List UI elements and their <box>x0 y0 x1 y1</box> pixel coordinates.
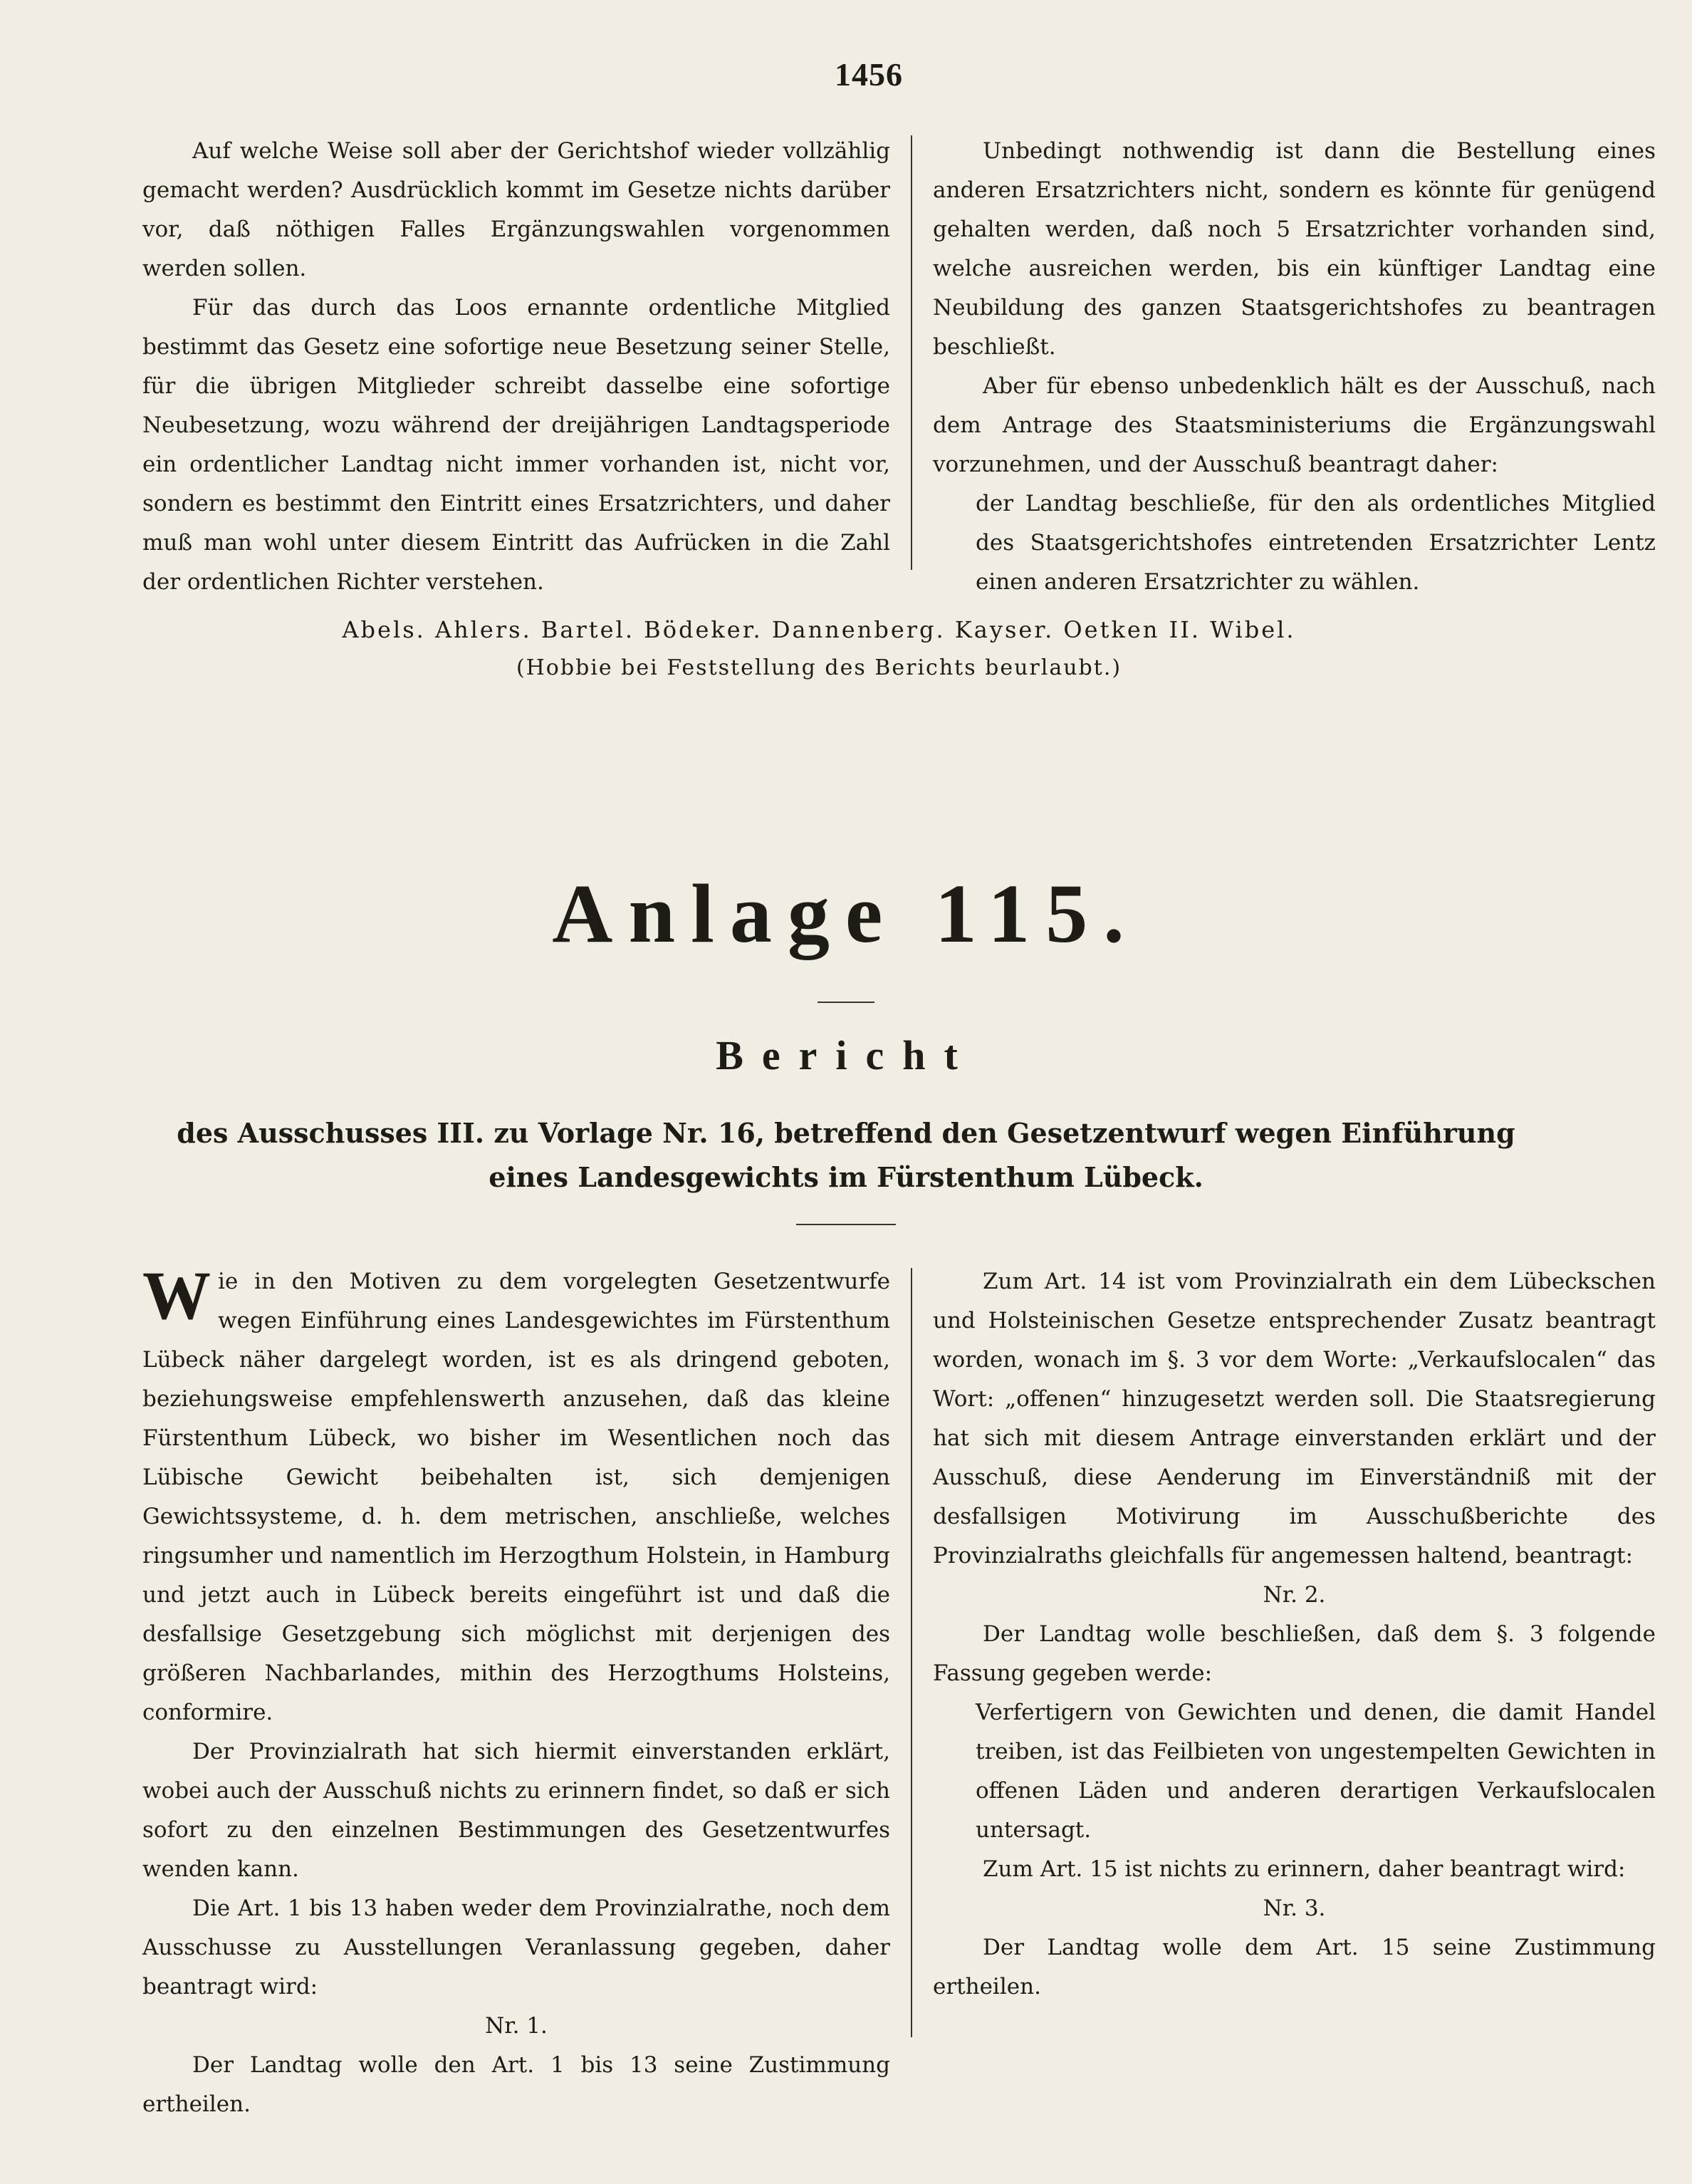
bericht-subtitle: des Ausschusses III. zu Vorlage Nr. 16, betreffend den Gesetzentwurf wegen Einführung eines Landesgewichts im Fürstenthum Lübeck. <box>177 1117 1515 1193</box>
paragraph: Die Art. 1 bis 13 haben weder dem Provinzialrathe, noch dem Ausschusse zu Ausstellungen Veranlassung gegeben, daher beantragt wird: <box>142 1896 890 2000</box>
anlage-title: Anlage 115. <box>552 867 1140 960</box>
bericht-heading: Bericht <box>716 1032 976 1078</box>
motion-text: Der Landtag wolle dem Art. 15 seine Zustimmung ertheilen. <box>933 1935 1656 2000</box>
paragraph-text: ie in den Motiven zu dem vorgelegten Gesetzentwurfe wegen Einführung eines Landesgewichtes im Fürstenthum Lübeck näher dargelegt worden, ist es als dringend geboten, beziehungsweise empfehlenswerth anzusehen, daß das kleine Fürstenthum Lübeck, wo bisher im Wesentlichen noch das Lübische Gewicht beibehalten ist, sich demjenigen Gewichtssysteme, d. h. dem metrischen, anschließe, welches ringsumher und namentlich im Herzogthum Holstein, in Hamburg und jetzt auch in Lübeck bereits eingeführt ist und daß die desfallsige Gesetzgebung sich möglichst mit derjenigen des größeren Nachbarlandes, mithin des Herzogthums Holsteins, conformire. <box>142 1269 890 1725</box>
paragraph <box>142 1257 890 1732</box>
top-right-column <box>933 132 1656 602</box>
signatures: Abels. Ahlers. Bartel. Bödeker. Dannenberg. Kayser. Oetken II. Wibel. <box>342 616 1296 643</box>
signatures-note: (Hobbie bei Feststellung des Berichts beurlaubt.) <box>516 655 1122 680</box>
bottom-left-column <box>142 1257 890 2124</box>
paragraph: Aber für ebenso unbedenklich hält es der Ausschuß, nach dem Antrage des Staatsministeriums die Ergänzungswahl vorzunehmen, und der Ausschuß beantragt daher: <box>933 373 1656 477</box>
page-number: 1456 <box>835 56 903 93</box>
column-divider <box>911 1268 912 2037</box>
motion-number: Nr. 3. <box>1263 1896 1326 1921</box>
paragraph: Für das durch das Loos ernannte ordentliche Mitglied bestimmt das Gesetz eine sofortige neue Besetzung seiner Stelle, für die übrigen Mitglieder schreibt dasselbe eine sofortige Neubesetzung, wozu während der dreijährigen Landtagsperiode ein ordentlicher Landtag nicht immer vorhanden ist, nicht vor, sondern es bestimmt den Eintritt eines Ersatzrichters, und daher muß man wohl unter diesem Eintritt das Aufrücken in die Zahl der ordentlichen Richter verstehen. <box>142 295 890 595</box>
paragraph: Der Landtag wolle beschließen, daß dem §. 3 folgende Fassung gegeben werde: <box>933 1621 1656 1686</box>
paragraph: Auf welche Weise soll aber der Gerichtshof wieder vollzählig gemacht werden? Ausdrücklich kommt im Gesetze nichts darüber vor, daß nöthigen Falles Ergänzungswahlen vorgenommen werden sollen. <box>142 138 890 281</box>
bottom-right-column <box>933 1262 1656 2007</box>
drop-cap: W <box>142 1257 211 1333</box>
paragraph: Unbedingt nothwendig ist dann die Bestellung eines anderen Ersatzrichters nicht, sondern es könnte für genügend gehalten werden, daß noch 5 Ersatzrichter vorhanden sind, welche ausreichen werden, bis ein künftiger Landtag eine Neubildung des ganzen Staatsgerichtshofes zu beantragen beschließt. <box>933 138 1656 360</box>
divider-rule <box>796 1224 896 1225</box>
motion-number: Nr. 2. <box>1263 1582 1326 1608</box>
column-divider <box>911 135 912 570</box>
quoted-text: Verfertigern von Gewichten und denen, die damit Handel treiben, ist das Feilbieten von ungestempelten Gewichten in offenen Läden und anderen derartigen Verkaufslocalen untersagt. <box>976 1700 1656 1843</box>
paragraph: Zum Art. 15 ist nichts zu erinnern, daher beantragt wird: <box>983 1856 1626 1882</box>
divider-rule <box>818 1002 874 1003</box>
motion-text: Der Landtag wolle den Art. 1 bis 13 seine Zustimmung ertheilen. <box>142 2052 890 2117</box>
motion-text: der Landtag beschließe, für den als ordentliches Mitglied des Staatsgerichtshofes eintretenden Ersatzrichter Lentz einen anderen Ersatzrichter zu wählen. <box>976 491 1656 595</box>
paragraph: Zum Art. 14 ist vom Provinzialrath ein dem Lübeckschen und Holsteinischen Gesetze entsprechender Zusatz beantragt worden, wonach im §. 3 vor dem Worte: „Verkaufslocalen“ das Wort: „offenen“ hinzugesetzt werden soll. Die Staatsregierung hat sich mit diesem Antrage einverstanden erklärt und der Ausschuß, diese Aenderung im Einverständniß mit der desfallsigen Motivirung im Ausschußberichte des Provinzialraths gleichfalls für angemessen haltend, beantragt: <box>933 1269 1656 1569</box>
motion-number: Nr. 1. <box>485 2013 548 2039</box>
top-left-column <box>142 132 890 602</box>
paragraph: Der Provinzialrath hat sich hiermit einverstanden erklärt, wobei auch der Ausschuß nichts zu erinnern findet, so daß er sich sofort zu den einzelnen Bestimmungen des Gesetzentwurfes wenden kann. <box>142 1739 890 1882</box>
